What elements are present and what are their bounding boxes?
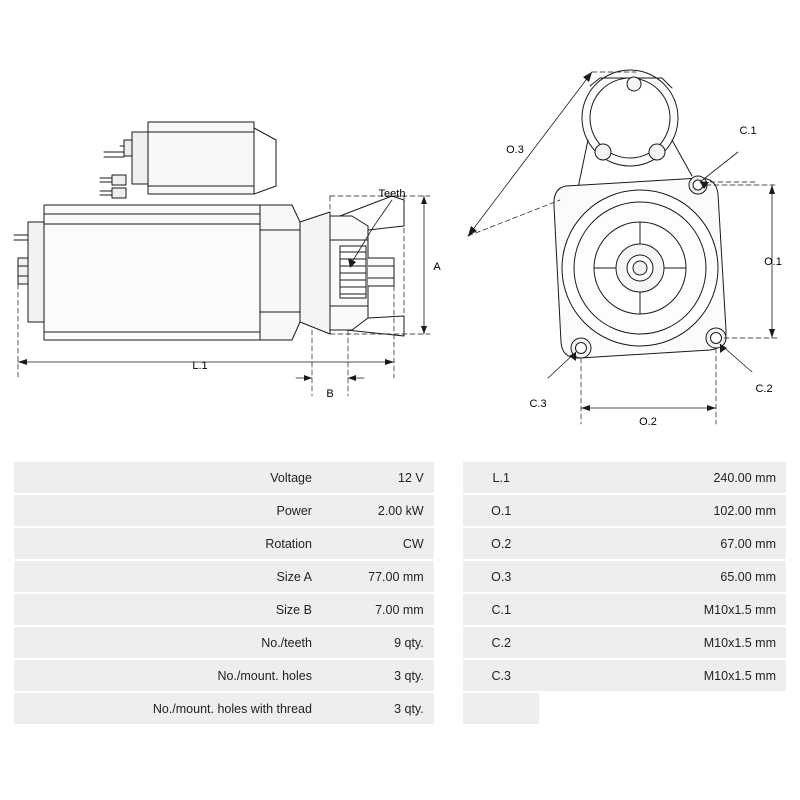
spec-label: No./mount. holes (14, 660, 322, 691)
column-gap (434, 693, 464, 724)
specs-table-body (14, 462, 786, 724)
table-row (14, 462, 786, 493)
dim-value: M10x1.5 mm (539, 594, 786, 625)
spec-value: 77.00 mm (322, 561, 434, 592)
dim-value: 240.00 mm (539, 462, 786, 493)
table-row (14, 561, 786, 592)
column-gap (434, 660, 464, 691)
table-row (14, 693, 786, 724)
spec-label: Rotation (14, 528, 322, 559)
spec-value: 7.00 mm (322, 594, 434, 625)
specifications-table (14, 460, 786, 726)
dim-code: O.1 (463, 495, 539, 526)
side-view-drawing (14, 122, 430, 396)
spec-label: Size B (14, 594, 322, 625)
dim-value: 67.00 mm (539, 528, 786, 559)
dim-value-empty (539, 693, 786, 724)
column-gap (434, 594, 464, 625)
dim-code: C.3 (463, 660, 539, 691)
dim-code: O.2 (463, 528, 539, 559)
spec-value: 3 qty. (322, 693, 434, 724)
label-teeth: Teeth (378, 188, 406, 200)
spec-value: 9 qty. (322, 627, 434, 658)
dim-code: O.3 (463, 561, 539, 592)
dim-code-empty (463, 693, 539, 724)
table-row (14, 660, 786, 691)
label-c1: C.1 (739, 125, 757, 137)
label-size-a: A (433, 261, 441, 273)
table-row (14, 495, 786, 526)
dim-value: M10x1.5 mm (539, 627, 786, 658)
spec-value: 12 V (322, 462, 434, 493)
table-row (14, 594, 786, 625)
column-gap (434, 627, 464, 658)
label-size-b: B (326, 388, 334, 400)
dim-value: 65.00 mm (539, 561, 786, 592)
dim-code: C.2 (463, 627, 539, 658)
dim-code: C.1 (463, 594, 539, 625)
label-c2: C.2 (755, 383, 773, 395)
spec-label: Power (14, 495, 322, 526)
label-o2: O.2 (639, 416, 657, 428)
spec-label: Voltage (14, 462, 322, 493)
spec-value: 3 qty. (322, 660, 434, 691)
table-row (14, 627, 786, 658)
spec-label: No./mount. holes with thread (14, 693, 322, 724)
dim-code: L.1 (463, 462, 539, 493)
specs-table (14, 460, 786, 726)
spec-value: 2.00 kW (322, 495, 434, 526)
spec-value: CW (322, 528, 434, 559)
label-c3: C.3 (529, 398, 547, 410)
column-gap (434, 561, 464, 592)
column-gap (434, 528, 464, 559)
column-gap (434, 495, 464, 526)
front-view-drawing (468, 70, 778, 424)
label-l1: L.1 (192, 360, 208, 372)
label-o3: O.3 (506, 144, 524, 156)
spec-label: Size A (14, 561, 322, 592)
spec-label: No./teeth (14, 627, 322, 658)
label-o1: O.1 (764, 256, 782, 268)
dim-value: 102.00 mm (539, 495, 786, 526)
table-row (14, 528, 786, 559)
dim-value: M10x1.5 mm (539, 660, 786, 691)
column-gap (434, 462, 464, 493)
